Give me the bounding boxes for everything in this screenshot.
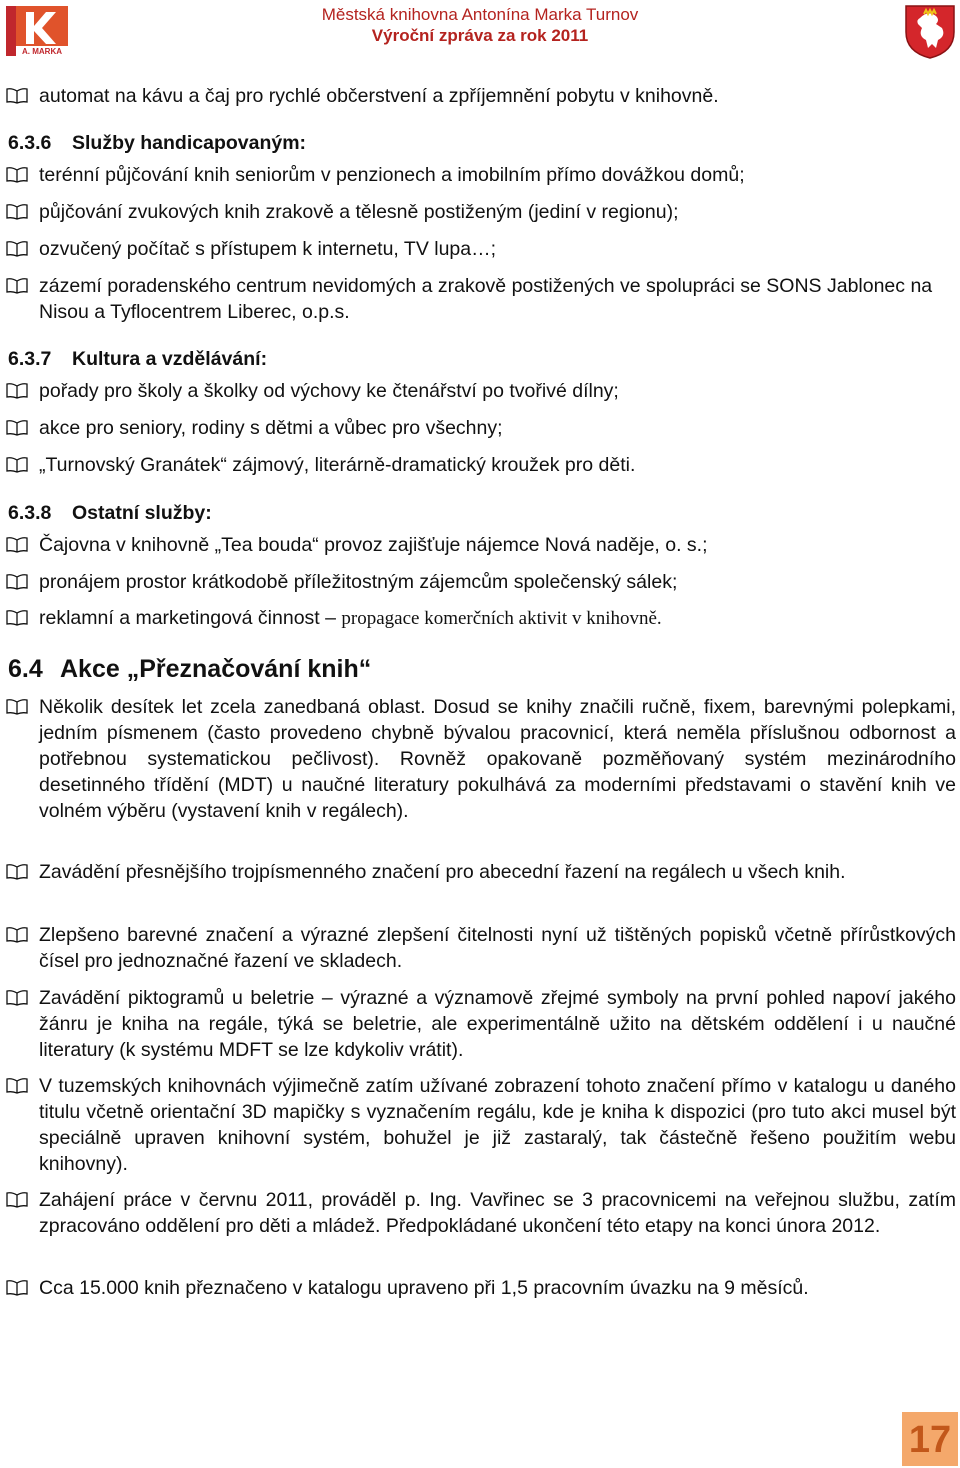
list-item — [39, 452, 956, 478]
open-book-icon — [5, 536, 29, 554]
section-heading — [8, 346, 267, 372]
list-item-text: Zavádění piktogramů u beletrie – výrazné a významově zřejmé symboly na první pohled napoví jakého žánru je kniha na regále, týká se beletrie, ale experimentálně užito na dětském oddělení i u naučné literatury (k systému MDFT se lze kdykoliv vrátit). — [39, 987, 956, 1061]
list-item — [39, 985, 956, 1063]
list-item — [39, 199, 956, 225]
open-book-icon — [5, 382, 29, 400]
open-book-icon — [5, 419, 29, 437]
list-item-text: Čajovna v knihovně „Tea bouda“ provoz zajišťuje nájemce Nová naděje, o. s.; — [39, 534, 708, 556]
header-subtitle: Výroční zpráva za rok 2011 — [371, 26, 589, 45]
list-item — [39, 83, 956, 109]
open-book-icon — [5, 1191, 29, 1209]
list-item-text: terénní půjčování knih seniorům v penzionech a imobilním přímo dovážkou domů; — [39, 164, 745, 186]
section-heading — [8, 130, 306, 156]
open-book-icon — [5, 1077, 29, 1095]
list-item-text: ozvučený počítač s přístupem k internetu, TV lupa…; — [39, 238, 497, 260]
section-title: Kultura a vzdělávání: — [72, 348, 268, 370]
open-book-icon — [5, 989, 29, 1007]
list-item — [39, 1073, 956, 1177]
open-book-icon — [5, 926, 29, 944]
list-item — [39, 922, 956, 974]
list-item — [39, 162, 956, 188]
section-number: 6.4 — [8, 655, 43, 683]
section-title: Ostatní služby: — [72, 502, 212, 524]
list-item — [39, 1275, 956, 1301]
open-book-icon — [5, 87, 29, 105]
section-title: Služby handicapovaným: — [72, 132, 307, 154]
list-item-text: automat na kávu a čaj pro rychlé občerstvení a zpříjemnění pobytu v knihovně. — [39, 85, 719, 107]
list-item-text: Cca 15.000 knih přeznačeno v katalogu upraveno při 1,5 pracovním úvazku na 9 měsíců. — [39, 1277, 809, 1299]
open-book-icon — [5, 456, 29, 474]
open-book-icon — [5, 698, 29, 716]
list-item-text-serif: propagace komerčních aktivit v knihovně. — [341, 608, 662, 629]
list-item — [39, 236, 956, 262]
list-item — [39, 415, 956, 441]
list-item-text: Několik desítek let zcela zanedbaná oblast. Dosud se knihy značili ručně, fixem, barevnými polepkami, jedním písmenem (často provedeno chybně bývalou pracovnicí, která neměla příslušnou odbornost a potřebnou systematickou pečlivost). Rovněž opakovaně pozměňovaný systém mezinárodního desetinného třídění (MDT) u naučné literatury pokulhává za moderními představami o stavění knih ve volném výběru (vystavení knih v regálech). — [39, 696, 956, 822]
list-item-text: reklamní a marketingová činnost – — [39, 607, 342, 629]
town-crest-icon — [902, 2, 958, 60]
list-item — [39, 532, 956, 558]
header-title: Městská knihovna Antonína Marka Turnov — [321, 5, 639, 24]
open-book-icon — [5, 609, 29, 627]
open-book-icon — [5, 863, 29, 881]
section-heading — [8, 500, 212, 526]
open-book-icon — [5, 203, 29, 221]
list-item-text: Zavádění přesnějšího trojpísmenného značení pro abecední řazení na regálech u všech knih. — [39, 861, 846, 883]
list-item-text: V tuzemských knihovnách výjimečně zatím užívané zobrazení tohoto značení přímo v katalogu u daného titulu včetně orientační 3D mapičky s vyznačením regálu, kde je kniha k dispozici (pro tuto akci musel být speciálně upraven knihovní systém, bohužel je již zastaralý, tak částečně řešeno použitím webu knihovny). — [39, 1075, 956, 1175]
list-item — [39, 694, 956, 824]
list-item-text: půjčování zvukových knih zrakově a tělesně postiženým (jediní v regionu); — [39, 201, 679, 223]
list-item-text: Zlepšeno barevné značení a výrazné zlepšení čitelnosti nyní už tištěných popisků včetně přírůstkových čísel pro jednoznačné řazení ve skladech. — [39, 924, 956, 972]
page-number: 17 — [902, 1412, 958, 1466]
section-heading-major — [8, 654, 371, 684]
section-number: 6.3.7 — [8, 348, 52, 370]
list-item-text: „Turnovský Granátek“ zájmový, literárně-dramatický kroužek pro děti. — [39, 454, 636, 476]
library-logo — [4, 4, 70, 58]
list-item — [39, 859, 956, 885]
list-item — [39, 605, 956, 632]
list-item-text: akce pro seniory, rodiny s dětmi a vůbec pro všechny; — [39, 417, 503, 439]
section-title: Akce „Přeznačování knih“ — [60, 655, 372, 683]
list-item — [39, 273, 956, 325]
list-item — [39, 569, 956, 595]
open-book-icon — [5, 1279, 29, 1297]
section-number: 6.3.6 — [8, 132, 52, 154]
open-book-icon — [5, 240, 29, 258]
svg-text:A. MARKA: A. MARKA — [22, 47, 62, 56]
list-item-text: pronájem prostor krátkodobě příležitostným zájemcům společenský sálek; — [39, 571, 678, 593]
list-item — [39, 1187, 956, 1239]
list-item — [39, 378, 956, 404]
list-item-text: zázemí poradenského centrum nevidomých a zrakově postižených ve spolupráci se SONS Jablonec na Nisou a Tyflocentrem Liberec, o.p.s. — [39, 275, 933, 323]
list-item-text: pořady pro školy a školky od výchovy ke čtenářství po tvořivé dílny; — [39, 380, 619, 402]
open-book-icon — [5, 573, 29, 591]
section-number: 6.3.8 — [8, 502, 52, 524]
open-book-icon — [5, 277, 29, 295]
open-book-icon — [5, 166, 29, 184]
page-header — [0, 0, 960, 62]
list-item-text: Zahájení práce v červnu 2011, prováděl p. Ing. Vavřinec se 3 pracovnicemi na veřejnou službu, zatím zpracováno oddělení pro děti a mládež. Předpokládané ukončení této etapy na konci února 2012. — [39, 1189, 956, 1237]
